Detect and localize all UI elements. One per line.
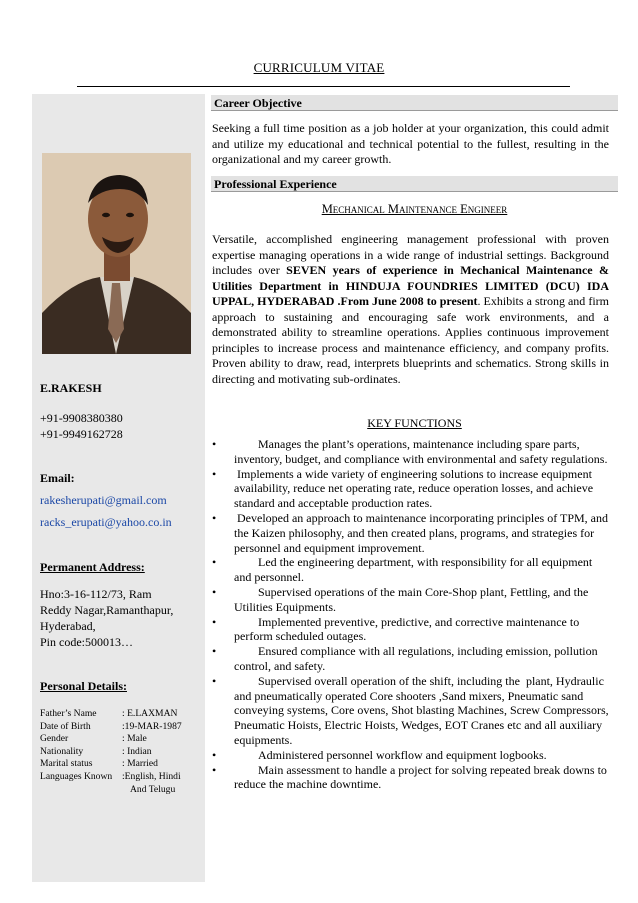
bullet-icon: • xyxy=(212,614,217,629)
key-function-item xyxy=(211,763,611,793)
email-label: Email: xyxy=(40,471,75,485)
career-objective-text: Seeking a full time position as a job holder at your organization, this could admit and utilize my educational and technical potential to the fullest, resulting in the organizational and my career growth. xyxy=(212,121,609,166)
key-function-text: Led the engineering department, with responsibility for all equipment and personnel. xyxy=(234,555,596,585)
detail-key: Nationality xyxy=(40,745,84,757)
key-function-item xyxy=(211,467,611,511)
key-function-item xyxy=(211,585,611,615)
address-line: Hyderabad, xyxy=(40,619,96,633)
detail-value: : E.LAXMAN xyxy=(122,708,178,719)
summary-text: . Exhibits a strong and firm approach to sustaining and encouraging safe work environments, and a demonstrated ability to streamline operations. Applies continuous improvement principles to increase process and maintenance efficiency, and company profits. Proven ability to draw, read, interprets blueprints and schematics. Strong skills in directing and motivating sub-ordinates. xyxy=(212,294,609,386)
key-function-text: Supervised operations of the main Core-Shop plant, Fettling, and the Utilities Equipments. xyxy=(234,584,592,614)
phone-1: +91-9908380380 xyxy=(40,411,123,425)
email-link-2[interactable]: racks_erupati@yahoo.co.in xyxy=(40,515,172,529)
address-line: Pin code:500013… xyxy=(40,635,133,649)
key-function-text: Implemented preventive, predictive, and corrective maintenance to perform scheduled outages. xyxy=(234,614,583,644)
key-function-text: Developed an approach to maintenance incorporating principles of TPM, and the Kaizen philosophy, and then created plans, programs, and strategies for personnel and equipment improvement. xyxy=(234,510,611,555)
key-function-text: Manages the plant’s operations, maintenance including spare parts, inventory, budget, and compliance with environmental and safety regulations. xyxy=(234,437,608,466)
personal-detail-row xyxy=(40,758,182,771)
profile-photo xyxy=(42,153,191,354)
detail-key: Date of Birth xyxy=(40,720,91,732)
bullet-icon: • xyxy=(212,673,217,688)
key-function-text: Main assessment to handle a project for solving repeated break downs to reduce the machine downtime. xyxy=(234,762,610,792)
detail-key: Gender xyxy=(40,733,69,745)
personal-detail-row xyxy=(40,784,182,797)
candidate-name: E.RAKESH xyxy=(40,381,102,395)
detail-value: And Telugu xyxy=(130,783,176,795)
bullet-icon: • xyxy=(212,510,217,525)
key-function-item xyxy=(211,511,611,555)
detail-key: Father’s Name xyxy=(40,708,97,719)
key-functions-list xyxy=(211,437,611,792)
key-function-text: Ensured compliance with all regulations, including emission, pollution control, and safety. xyxy=(234,644,601,673)
key-function-item xyxy=(211,674,611,748)
bullet-icon: • xyxy=(212,584,217,599)
address-line: Hno:3-16-112/73, Ram xyxy=(40,587,152,601)
key-function-item xyxy=(211,644,611,674)
key-function-text: Implements a wide variety of engineering solutions to increase equipment availability, reduce net operating rate, reduce operation losses, and achieve standard and acceptable production rates. xyxy=(234,466,597,511)
personal-details-label: Personal Details: xyxy=(40,679,127,693)
bullet-icon: • xyxy=(212,466,217,481)
portrait-illustration xyxy=(42,153,191,354)
detail-value: : Indian xyxy=(122,745,152,757)
address-label: Permanent Address: xyxy=(40,560,145,574)
bullet-icon: • xyxy=(212,747,217,762)
summary-text: Versatile, accomplished engineering management professional with proven expertise managing operations in a wide range of industrial settings. Background includes over xyxy=(212,232,609,277)
detail-value: :19-MAR-1987 xyxy=(122,720,182,732)
personal-details-table xyxy=(40,708,182,796)
key-functions-heading: KEY FUNCTIONS xyxy=(367,416,462,430)
experience-summary xyxy=(212,232,609,387)
career-objective-heading: Career Objective xyxy=(211,95,618,111)
detail-value: : Male xyxy=(122,733,147,745)
email-link-1[interactable]: rakesherupati@gmail.com xyxy=(40,493,167,507)
personal-detail-row xyxy=(40,746,182,759)
address-line: Reddy Nagar,Ramanthapur, xyxy=(40,603,174,617)
bullet-icon: • xyxy=(212,644,217,659)
detail-value: :English, Hindi xyxy=(122,770,181,782)
key-function-item xyxy=(211,555,611,585)
document-title: CURRICULUM VITAE xyxy=(253,60,385,75)
bullet-icon: • xyxy=(212,555,217,570)
title-divider xyxy=(77,86,570,87)
summary-highlight: SEVEN years of experience in Mechanical Maintenance & Utilities Department in HINDUJA FOUNDRIES LIMITED (DCU) IDA UPPAL, HYDERABAD .From June 2008 to present xyxy=(212,263,610,308)
key-function-item xyxy=(211,437,611,467)
personal-detail-row xyxy=(40,733,182,746)
key-function-text: Administered personnel workflow and equipment logbooks. xyxy=(234,747,547,762)
key-function-item xyxy=(211,748,611,763)
bullet-icon: • xyxy=(212,437,217,451)
bullet-icon: • xyxy=(212,762,217,777)
phone-2: +91-9949162728 xyxy=(40,427,123,441)
key-function-text: Supervised overall operation of the shift, including the plant, Hydraulic and pneumatically operated Core shooters ,Sand mixers, Pneumatic sand conveying systems, Core ovens, Shot blasting Machines, Screw Compressors, Pneumatic Hoists, Electric Hoists, Wedges, EOT Cranes etc and all auxiliary equipments. xyxy=(234,673,612,747)
personal-detail-row xyxy=(40,771,182,784)
personal-detail-row xyxy=(40,721,182,734)
detail-key: Marital status xyxy=(40,758,93,770)
detail-key xyxy=(40,784,122,797)
personal-detail-row xyxy=(40,708,182,721)
professional-experience-heading: Professional Experience xyxy=(211,176,618,192)
detail-key: Languages Known xyxy=(40,770,113,782)
detail-value: : Married xyxy=(122,758,158,770)
job-role-title: Mechanical Maintenance Engineer xyxy=(321,202,508,216)
key-function-item xyxy=(211,615,611,645)
